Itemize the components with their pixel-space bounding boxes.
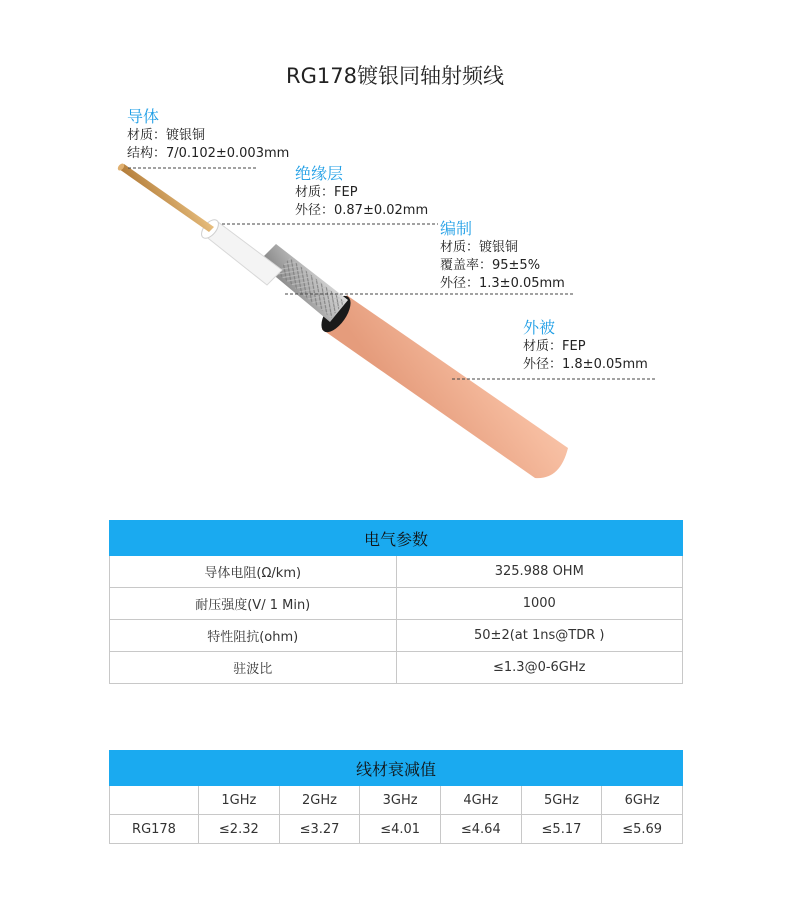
insulation-material: 材质：FEP: [295, 185, 358, 200]
value-cell: ≤2.32: [199, 815, 280, 844]
label-braid: [440, 219, 565, 293]
header-cell-empty: [110, 786, 199, 815]
param-value: 325.988 OHM: [396, 556, 683, 588]
attenuation-title: 线材衰减值: [110, 751, 683, 786]
conductor-material: 材质：镀银铜: [127, 128, 206, 143]
braid-layer: [258, 244, 348, 322]
braid-heading: 编制: [440, 219, 473, 238]
label-jacket: [523, 318, 648, 374]
braid-diameter: 外径：1.3±0.05mm: [440, 276, 565, 291]
param-name: 耐压强度(V/ 1 Min): [110, 588, 397, 620]
insulation-diameter: 外径：0.87±0.02mm: [295, 203, 429, 218]
jacket-diameter: 外径：1.8±0.05mm: [523, 357, 648, 372]
table-row: [110, 815, 683, 844]
param-value: 1000: [396, 588, 683, 620]
param-name: 特性阻抗(ohm): [110, 620, 397, 652]
header-cell: 4GHz: [440, 786, 521, 815]
value-cell: ≤5.69: [602, 815, 683, 844]
param-value: ≤1.3@0-6GHz: [396, 652, 683, 684]
header-cell: 6GHz: [602, 786, 683, 815]
attenuation-table: [109, 750, 683, 844]
table-row: [110, 588, 683, 620]
electrical-params-title: 电气参数: [110, 521, 683, 556]
page-title: RG178镀银同轴射频线: [286, 64, 504, 88]
conductor-heading: 导体: [127, 107, 160, 126]
table-header-row: [110, 786, 683, 815]
conductor-wire: [117, 162, 214, 232]
braid-material: 材质：镀银铜: [440, 240, 519, 255]
table-row: [110, 556, 683, 588]
header-cell: 1GHz: [199, 786, 280, 815]
header-cell: 2GHz: [279, 786, 360, 815]
insulation-heading: 绝缘层: [295, 164, 344, 183]
label-conductor: [127, 107, 289, 163]
value-cell: ≤4.64: [440, 815, 521, 844]
table-row: [110, 652, 683, 684]
param-name: 导体电阻(Ω/km): [110, 556, 397, 588]
label-insulation: [295, 164, 428, 220]
value-cell: ≤3.27: [279, 815, 360, 844]
header-cell: 5GHz: [521, 786, 602, 815]
value-cell: ≤4.01: [360, 815, 441, 844]
braid-coverage: 覆盖率：95±5%: [440, 258, 541, 273]
header-cell: 3GHz: [360, 786, 441, 815]
conductor-structure: 结构：7/0.102±0.003mm: [127, 146, 290, 161]
param-value: 50±2(at 1ns@TDR ): [396, 620, 683, 652]
jacket-material: 材质：FEP: [523, 339, 586, 354]
electrical-params-table: [109, 520, 683, 684]
row-label: RG178: [110, 815, 199, 844]
param-name: 驻波比: [110, 652, 397, 684]
table-row: [110, 620, 683, 652]
jacket-heading: 外被: [523, 318, 556, 337]
value-cell: ≤5.17: [521, 815, 602, 844]
